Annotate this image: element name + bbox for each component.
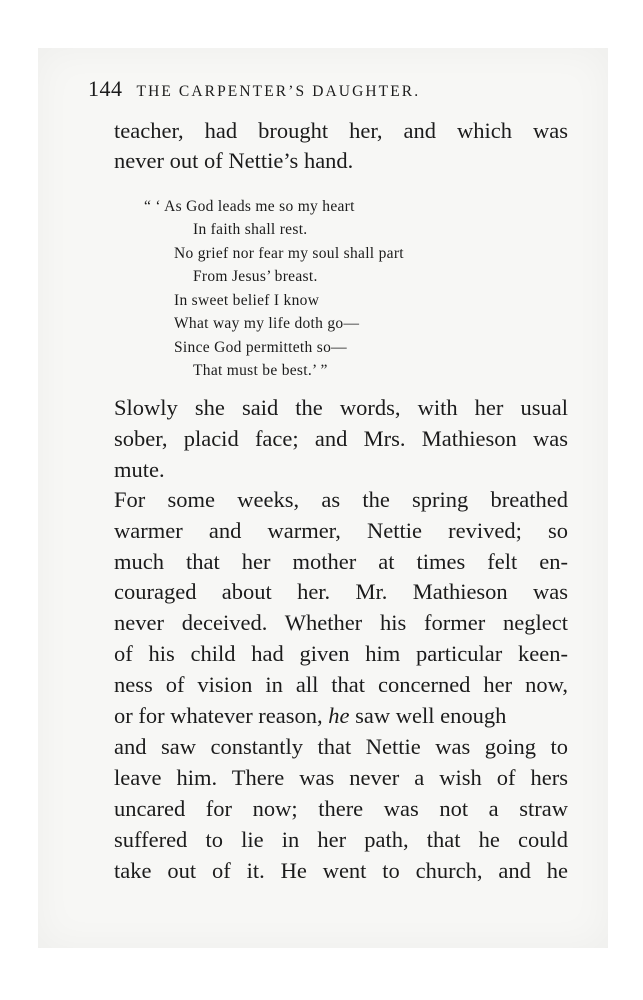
text-line: of his child had given him particular keen- [114, 641, 568, 666]
text-line: ness of vision in all that concerned her now, [114, 672, 568, 697]
text-line: warmer and warmer, Nettie revived; so [114, 518, 568, 543]
poem-line: Since God permitteth so— [174, 339, 347, 356]
text-line: sober, placid face; and Mrs. Mathieson was [114, 426, 568, 451]
poem-line: That must be best.’ ” [193, 362, 328, 379]
text-line: take out of it. He went to church, and he [114, 858, 568, 883]
poem-line: In faith shall rest. [193, 221, 308, 238]
poem-line: “ ‘ As God leads me so my heart [144, 198, 355, 215]
text-line: teacher, had brought her, and which was [114, 118, 568, 143]
poem-line: No grief nor fear my soul shall part [174, 245, 404, 262]
text-line: leave him. There was never a wish of hers [114, 765, 568, 790]
text-line [114, 703, 568, 729]
text-line: mute. [114, 457, 165, 482]
text-segment: or for whatever reason, [114, 703, 323, 728]
poem-line: In sweet belief I know [174, 292, 320, 309]
text-line: suffered to lie in her path, that he could [114, 827, 568, 852]
running-title: THE CARPENTER’S DAUGHTER. [136, 83, 421, 100]
text-line: uncared for now; there was not a straw [114, 796, 568, 821]
text-line: never out of Nettie’s hand. [114, 148, 354, 173]
text-line: and saw constantly that Nettie was going to [114, 734, 568, 759]
page-number: 144 [88, 76, 123, 101]
text-line: never deceived. Whether his former neglect [114, 610, 568, 635]
emphasized-word: he [328, 703, 350, 728]
text-line: much that her mother at times felt en- [114, 549, 568, 574]
text-line: For some weeks, as the spring breathed [114, 487, 568, 512]
poem-line: What way my life doth go— [174, 315, 360, 332]
text-line: couraged about her. Mr. Mathieson was [114, 579, 568, 604]
running-head [88, 76, 508, 102]
poem-line: From Jesus’ breast. [193, 268, 318, 285]
text-segment: saw well enough [355, 703, 507, 728]
text-line: Slowly she said the words, with her usual [114, 395, 568, 420]
